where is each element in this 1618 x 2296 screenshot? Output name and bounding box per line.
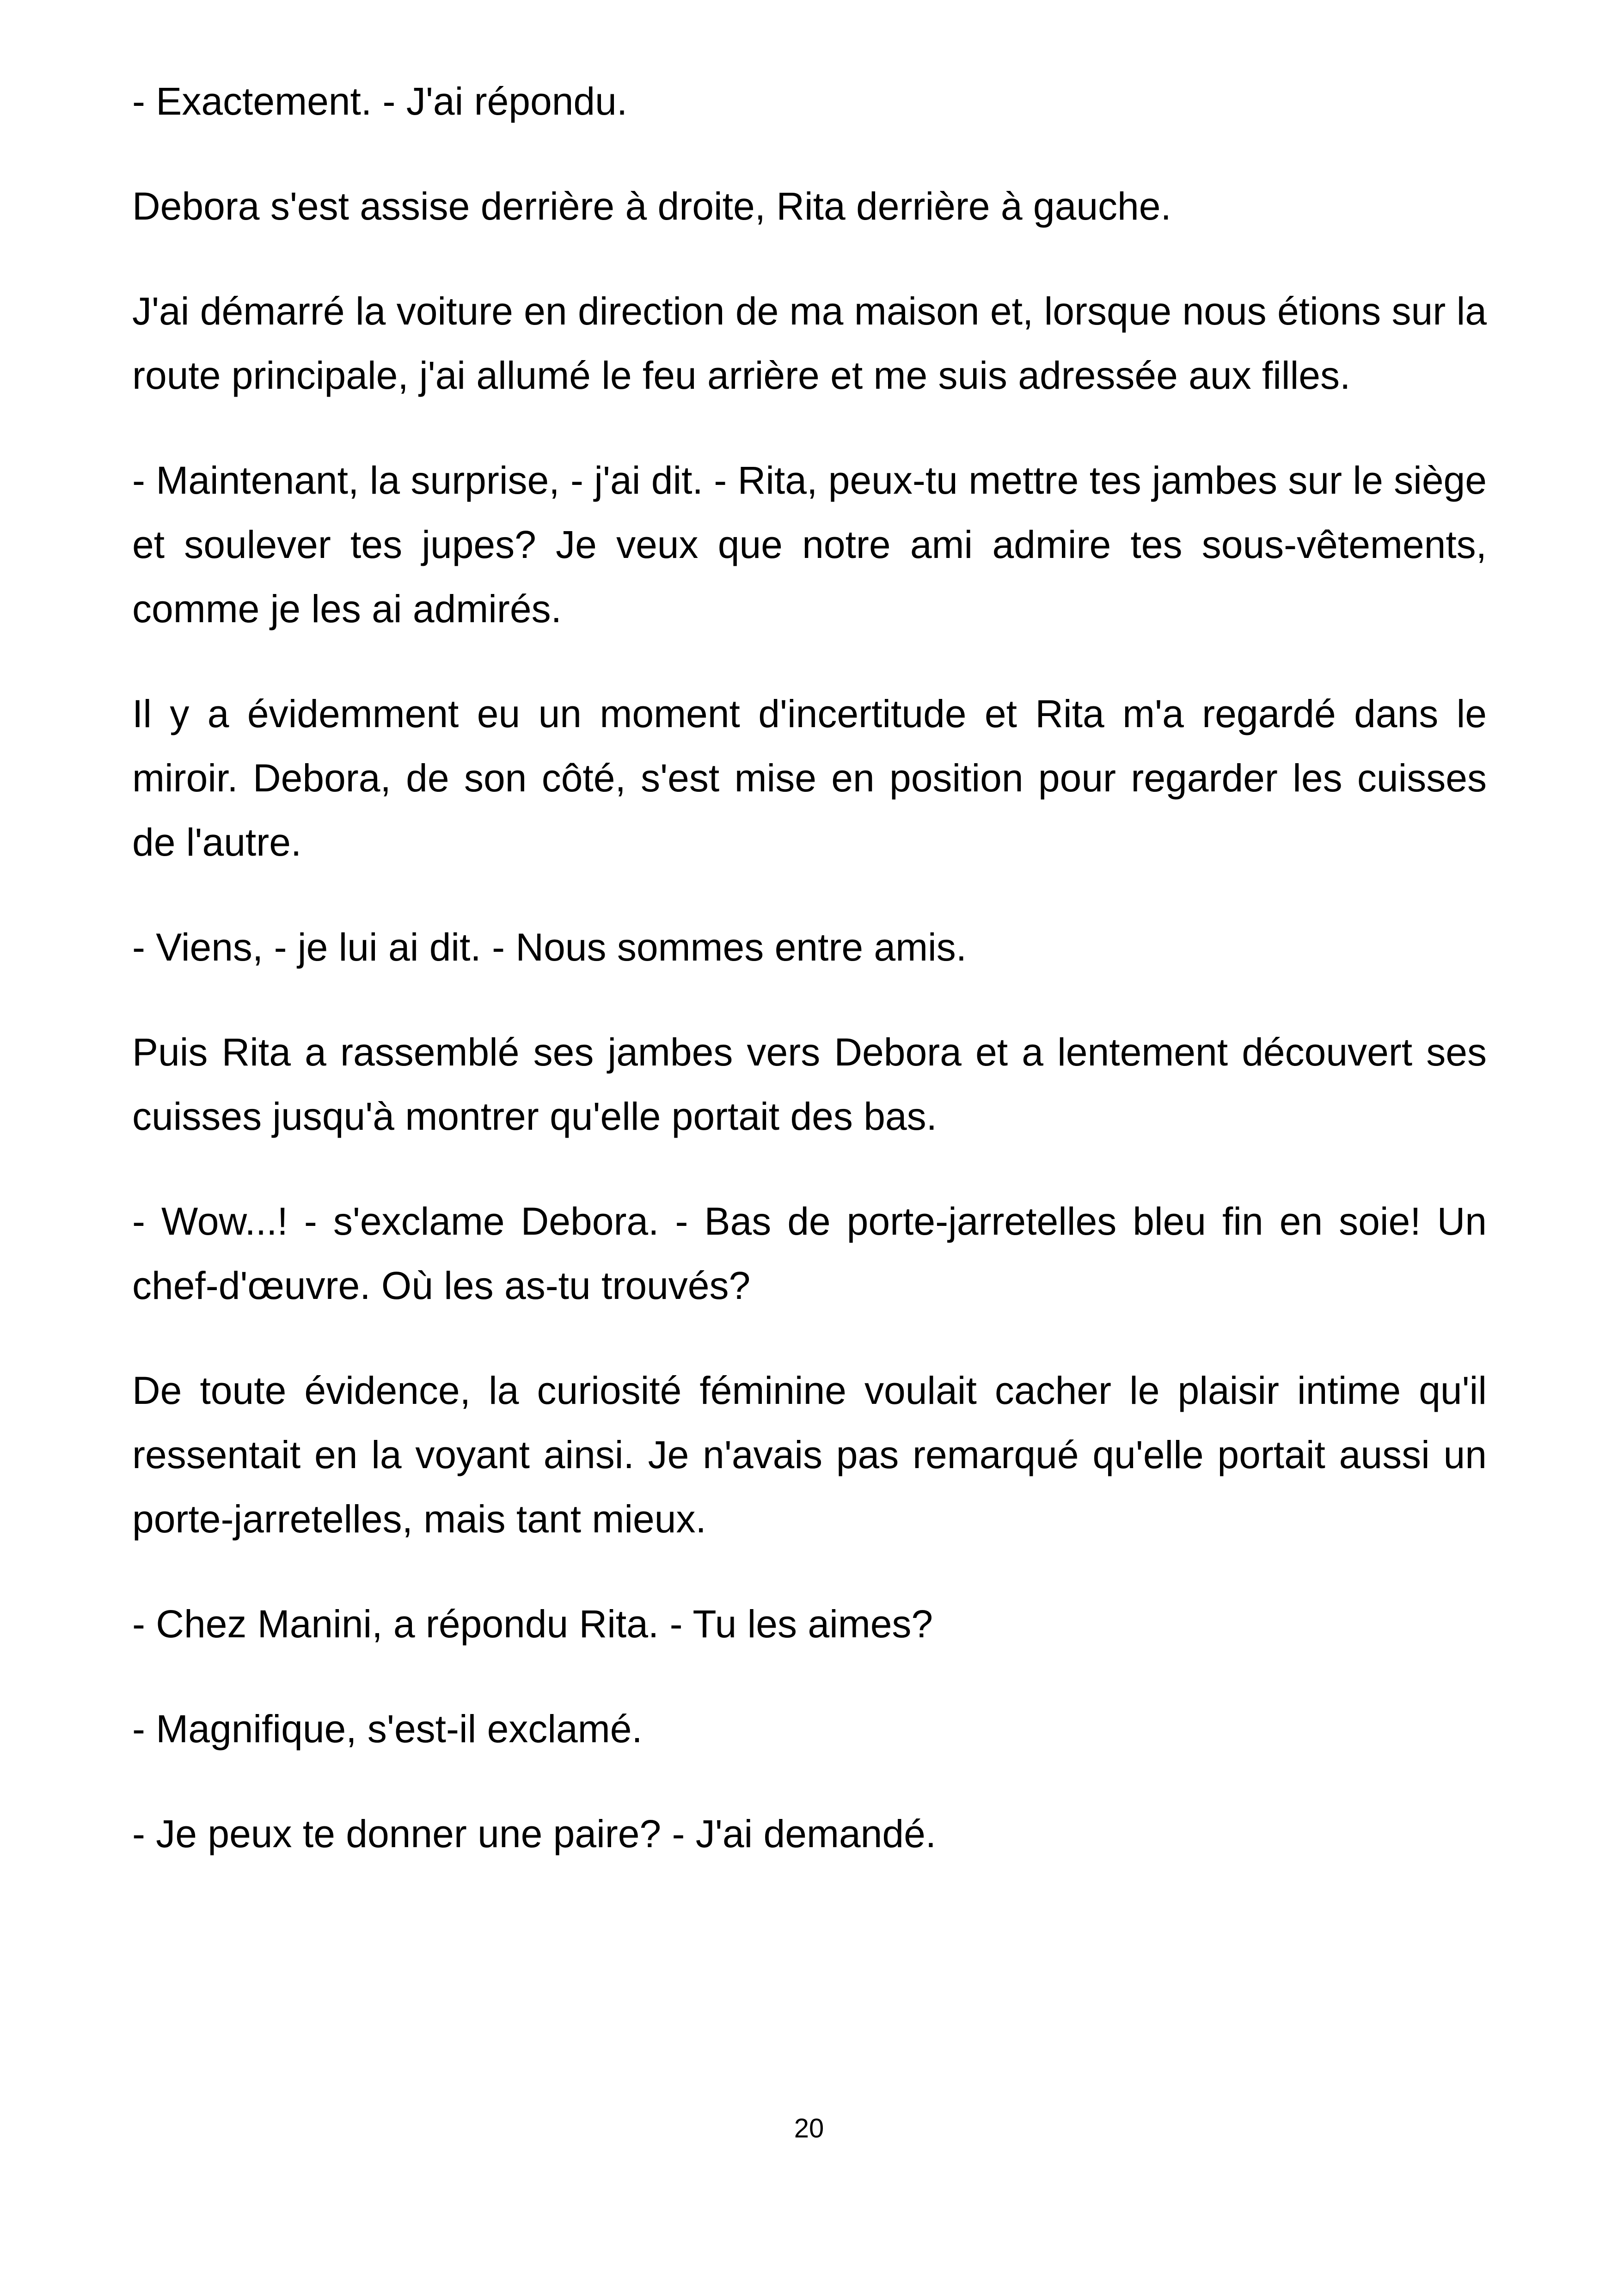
paragraph: J'ai démarré la voiture en direction de ma maison et, lorsque nous étions sur la route principale, j'ai allumé le feu arrière et me suis adressée aux filles. bbox=[132, 289, 1487, 397]
paragraph: - Chez Manini, a répondu Rita. - Tu les aimes? bbox=[132, 1602, 933, 1646]
paragraph: Puis Rita a rassemblé ses jambes vers Debora et a lentement découvert ses cuisses jusqu'à montrer qu'elle portait des bas. bbox=[132, 1030, 1487, 1138]
paragraph: - Wow...! - s'exclame Debora. - Bas de porte-jarretelles bleu fin en soie! Un chef-d'œuvre. Où les as-tu trouvés? bbox=[132, 1200, 1487, 1307]
page-number: 20 bbox=[794, 2113, 824, 2143]
paragraph: - Exactement. - J'ai répondu. bbox=[132, 80, 628, 123]
paragraph: Il y a évidemment eu un moment d'incertitude et Rita m'a regardé dans le miroir. Debora, de son côté, s'est mise en position pour regarder les cuisses de l'autre. bbox=[132, 692, 1487, 864]
paragraph: De toute évidence, la curiosité féminine voulait cacher le plaisir intime qu'il ressentait en la voyant ainsi. Je n'avais pas remarqué qu'elle portait aussi un porte-jarretelles, mais tant mieux. bbox=[132, 1369, 1487, 1541]
paragraph: - Je peux te donner une paire? - J'ai demandé. bbox=[132, 1812, 937, 1855]
paragraph: - Magnifique, s'est-il exclamé. bbox=[132, 1707, 643, 1751]
paragraph: - Maintenant, la surprise, - j'ai dit. - Rita, peux-tu mettre tes jambes sur le siège et soulever tes jupes? Je veux que notre ami admire tes sous-vêtements, comme je les ai admirés. bbox=[132, 459, 1487, 631]
paragraph: - Viens, - je lui ai dit. - Nous sommes entre amis. bbox=[132, 925, 967, 969]
paragraph: Debora s'est assise derrière à droite, Rita derrière à gauche. bbox=[132, 184, 1171, 228]
body-text bbox=[132, 69, 1487, 1907]
